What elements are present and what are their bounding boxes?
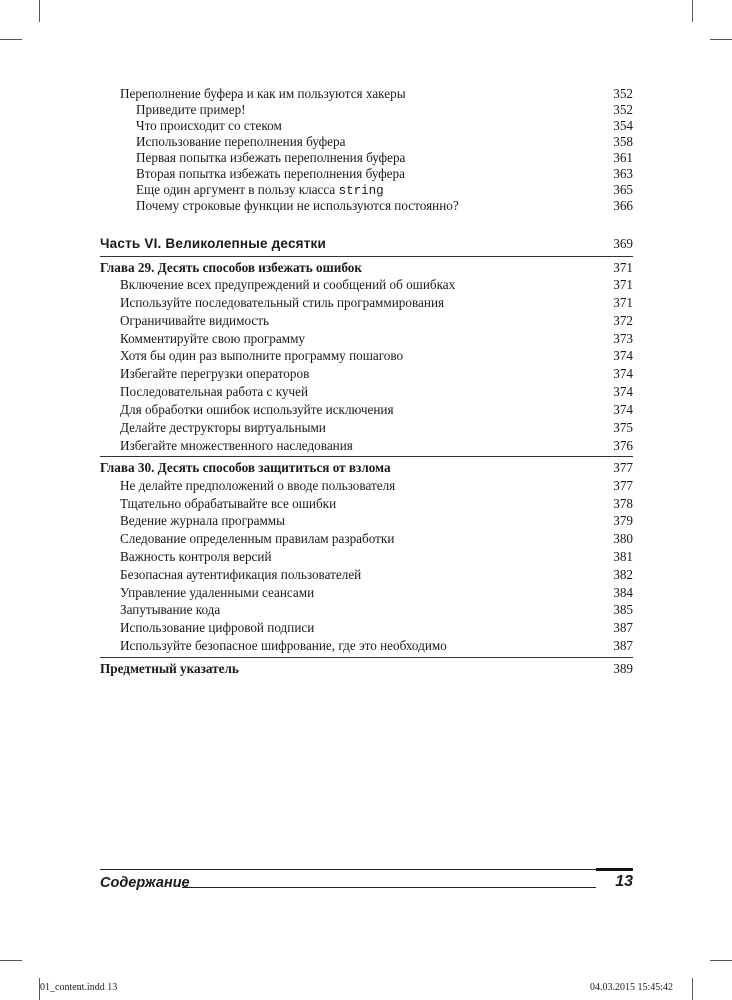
- toc-entry-title: Для обработки ошибок используйте исключения: [120, 402, 394, 417]
- toc-entry-page: 366: [613, 198, 633, 213]
- code-keyword: string: [338, 184, 384, 198]
- toc-entry-title: Следование определенным правилам разработки: [120, 531, 395, 546]
- toc-entry-page: 374: [613, 384, 633, 399]
- index-page: 389: [613, 661, 633, 676]
- toc-entry-title: Последовательная работа с кучей: [120, 384, 309, 399]
- slug-file: 01_content.indd 13: [40, 982, 118, 993]
- slug-datetime: 04.03.2015 15:45:42: [590, 982, 674, 993]
- toc-entry-title: Переполнение буфера и как им пользуются хакеры: [120, 86, 406, 101]
- toc-entry-title: Избегайте перегрузки операторов: [120, 366, 310, 381]
- footer-rule: [100, 869, 596, 870]
- toc-entry-page: 363: [613, 166, 633, 181]
- toc-entry-title: Запутывание кода: [120, 602, 221, 617]
- toc-entry-page: 374: [613, 348, 633, 363]
- toc-entry-title: Использование переполнения буфера: [136, 134, 346, 149]
- toc-entry-page: 358: [613, 134, 633, 149]
- toc-entry-title: Включение всех предупреждений и сообщений об ошибках: [120, 277, 456, 292]
- toc-entry-page: 384: [613, 585, 633, 600]
- toc-entry-title: Ведение журнала программы: [120, 513, 286, 528]
- toc-entry-title-text: Еще один аргумент в пользу класса: [136, 182, 336, 197]
- toc-entry-title: Управление удаленными сеансами: [120, 585, 315, 600]
- toc-entry-title: Вторая попытка избежать переполнения буфера: [136, 166, 405, 181]
- toc-entry-page: 385: [613, 602, 633, 617]
- toc-entry-page: 379: [613, 513, 633, 528]
- toc-entry-page: 373: [613, 331, 633, 346]
- toc-entry-page: 387: [613, 638, 633, 653]
- running-footer-title: Содержание: [100, 875, 190, 891]
- toc-entry-page: 371: [613, 277, 633, 292]
- toc-entry-title: Что происходит со стеком: [136, 118, 282, 133]
- toc-entry-title: Важность контроля версий: [120, 549, 272, 564]
- toc-entry-title: Избегайте множественного наследования: [120, 438, 353, 453]
- toc-entry-title: Использование цифровой подписи: [120, 620, 315, 635]
- toc-entry-page: 375: [613, 420, 633, 435]
- toc-entry-page: 377: [613, 478, 633, 493]
- toc-entry-page: 376: [613, 438, 633, 453]
- toc-entry-page: 378: [613, 496, 633, 511]
- toc-entry-title: Ограничивайте видимость: [120, 313, 270, 328]
- toc-entry-page: 381: [613, 549, 633, 564]
- toc-entry-title: [136, 182, 384, 199]
- toc-entry-page: 374: [613, 366, 633, 381]
- footer-rule-accent: [596, 868, 633, 871]
- toc-entry-title: Приведите пример!: [136, 102, 246, 117]
- toc-entry-title: Не делайте предположений о вводе пользователя: [120, 478, 396, 493]
- toc-entry-title: Используйте последовательный стиль программирования: [120, 295, 445, 310]
- chapter-page: 377: [613, 460, 633, 475]
- chapter-page: 371: [613, 260, 633, 275]
- toc-entry-page: 371: [613, 295, 633, 310]
- toc-entry-title: Хотя бы один раз выполните программу пошагово: [120, 348, 404, 363]
- toc-entry-page: 352: [613, 102, 633, 117]
- divider: [100, 456, 633, 457]
- part-title: Часть VI. Великолепные десятки: [100, 236, 326, 251]
- toc-entry-page: 361: [613, 150, 633, 165]
- toc-entry-page: 387: [613, 620, 633, 635]
- index-title: Предметный указатель: [100, 661, 239, 676]
- toc-entry-title: Почему строковые функции не используются постоянно?: [136, 198, 459, 213]
- toc-entry-page: 372: [613, 313, 633, 328]
- toc-entry-title: Комментируйте свою программу: [120, 331, 306, 346]
- divider: [100, 256, 633, 257]
- toc-entry-title: Используйте безопасное шифрование, где это необходимо: [120, 638, 447, 653]
- toc-entry-title: Тщательно обрабатывайте все ошибки: [120, 496, 337, 511]
- toc-entry-title: Первая попытка избежать переполнения буфера: [136, 150, 406, 165]
- chapter-title: Глава 29. Десять способов избежать ошибок: [100, 260, 362, 275]
- toc-entry-page: 354: [613, 118, 633, 133]
- toc-entry-title: Делайте деструкторы виртуальными: [120, 420, 326, 435]
- toc-entry-page: 352: [613, 86, 633, 101]
- toc-entry-title: Безопасная аутентификация пользователей: [120, 567, 362, 582]
- toc-entry-page: 380: [613, 531, 633, 546]
- footer-underline: [182, 887, 596, 888]
- divider: [100, 657, 633, 658]
- toc-entry-page: 365: [613, 182, 633, 197]
- part-page: 369: [613, 236, 633, 251]
- chapter-title: Глава 30. Десять способов защититься от взлома: [100, 460, 391, 475]
- page-number: 13: [615, 873, 633, 890]
- toc-entry-page: 374: [613, 402, 633, 417]
- toc-entry-page: 382: [613, 567, 633, 582]
